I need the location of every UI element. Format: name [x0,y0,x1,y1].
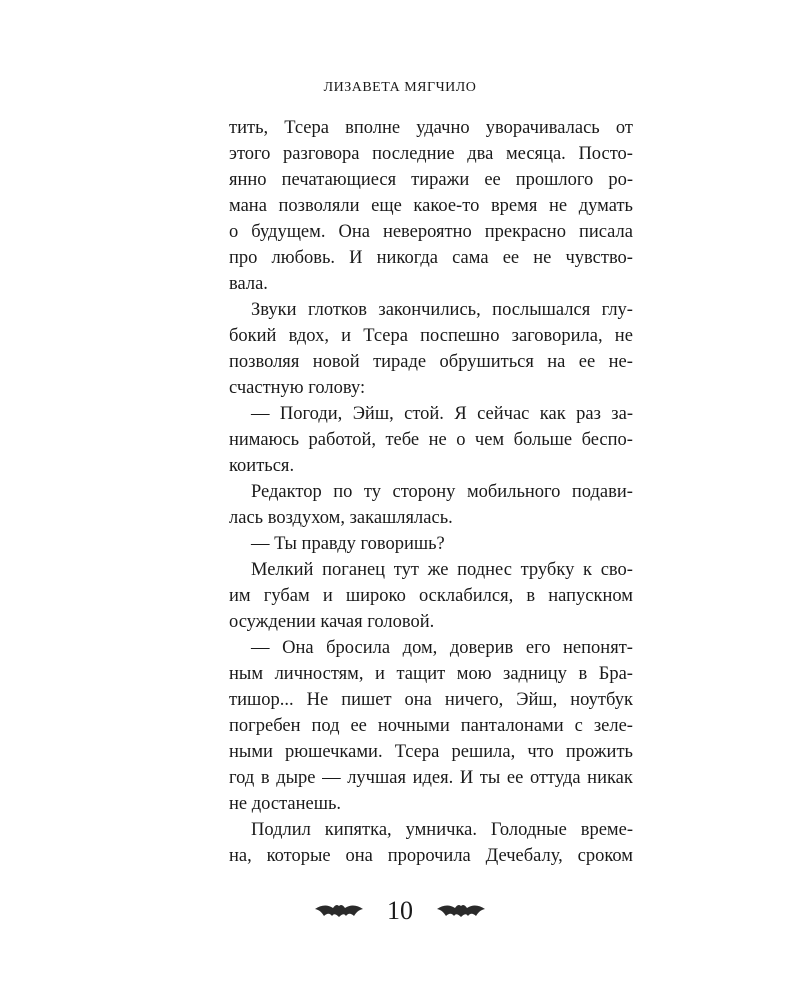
page-number: 10 [387,896,413,925]
text-line: осуждении качая головой. [229,612,435,632]
text-line: нимаюсь работой, тебе не о чем больше беспо- [229,430,633,450]
text-line: про любовь. И никогда сама ее не чувство- [229,248,633,268]
text-line: — Она бросила дом, доверив его непонят- [251,638,633,658]
text-line: год в дыре — лучшая идея. И ты ее оттуда никак [229,768,633,788]
bat-ornament-left-icon [313,899,365,923]
text-line: не достанешь. [229,794,342,814]
text-line: им губам и широко осклабился, в напускном [229,586,633,606]
text-line: — Погоди, Эйш, стой. Я сейчас как раз за- [251,404,633,424]
text-line: тить, Тсера вполне удачно уворачивалась от [229,118,633,138]
text-line: Звуки глотков закончились, послышался глу- [251,300,633,320]
text-line: Редактор по ту сторону мобильного подави- [251,482,633,502]
text-line: ным личностям, и тащит мою задницу в Бра- [229,664,633,684]
text-line: Подлил кипятка, умничка. Голодные време- [251,820,633,840]
text-line: о будущем. Она невероятно прекрасно писала [229,222,633,242]
text-line: тишор... Не пишет она ничего, Эйш, ноутбук [229,690,633,710]
text-line: счастную голову: [229,378,366,398]
text-line: мана позволяли еще какое-то время не думать [229,196,633,216]
text-line: коиться. [229,456,295,476]
text-line: — Ты правду говоришь? [251,534,445,554]
text-line: вала. [229,274,268,294]
text-line: на, которые она пророчила Дечебалу, сроком [229,846,633,866]
body-text [229,115,633,869]
text-line: Мелкий поганец тут же поднес трубку к сво- [251,560,633,580]
text-line: лась воздухом, закашлялась. [229,508,453,528]
text-line: бокий вдох, и Тсера поспешно заговорила, не [229,326,633,346]
text-line: ными рюшечками. Тсера решила, что прожить [229,742,633,762]
text-line: позволяя новой тираде обрушиться на ее не- [229,352,633,372]
bat-ornament-right-icon [435,899,487,923]
running-head: ЛИЗАВЕТА МЯГЧИЛО [323,80,477,95]
text-line: янно печатающиеся тиражи ее прошлого ро- [229,170,633,190]
text-line: этого разговора последние два месяца. Посто- [229,144,633,164]
text-line: погребен под ее ночными панталонами с зеле- [229,716,633,736]
page-footer [0,893,800,929]
